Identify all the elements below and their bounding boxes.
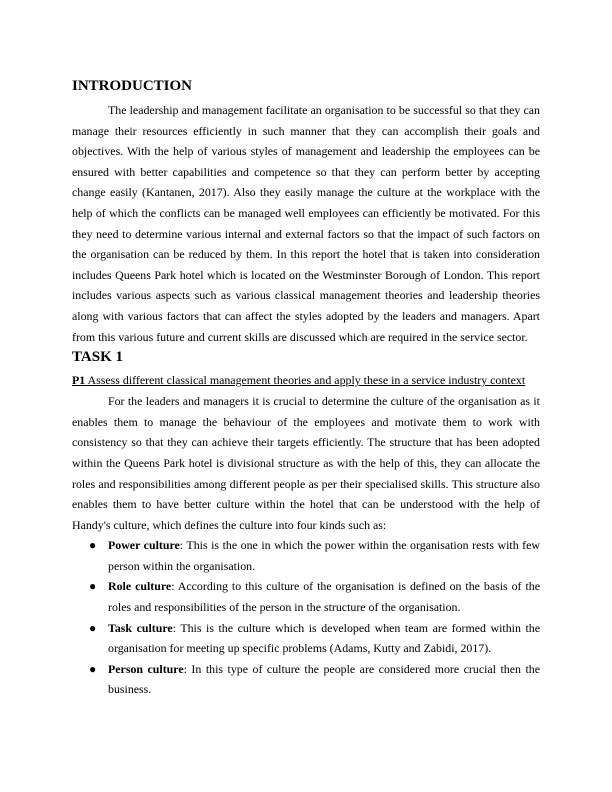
p1-subheading [72, 371, 540, 389]
introduction-heading: INTRODUCTION [72, 78, 193, 94]
bullet-text: : This is the one in which the power within the organisation rests with few person within the organisation. [108, 538, 541, 573]
document-page [72, 76, 540, 700]
list-item [72, 535, 540, 576]
task1-heading: TASK 1 [72, 349, 123, 366]
bullet-text: : According to this culture of the organisation is defined on the basis of the roles and responsibilities of the person in the structure of the organisation. [108, 579, 541, 615]
bullet-term: Role culture [108, 579, 172, 594]
bullet-term: Task culture [108, 620, 173, 635]
bullet-icon: ● [89, 538, 97, 553]
p1-subheading-text: Assess different classical management theories and apply these in a service industry context [85, 373, 526, 388]
p1-label: P1 [72, 373, 86, 388]
bullet-term: Person culture [108, 661, 184, 676]
list-item [72, 618, 540, 659]
bullet-icon: ● [89, 620, 97, 635]
bullet-text: : In this type of culture the people are considered more crucial then the business. [108, 661, 540, 697]
bullet-icon: ● [89, 661, 97, 676]
bullet-text: : This is the culture which is developed when team are formed within the organisation for meeting up specific problems (Adams, Kutty and Zabidi, 2017). [108, 620, 540, 656]
bullet-icon: ● [89, 579, 97, 594]
task1-paragraph: For the leaders and managers it is crucial to determine the culture of the organisation as it enables them to manage the behaviour of the employees and motivate them to work with consistency so that they can achieve their targets efficiently. The structure that has been adopted within the Queens Park hotel is divisional structure as with the help of this, they can allocate the roles and responsibilities among different people as per their specialised skills. This structure also enables them to have better culture within the hotel that can be understood with the help of Handy's culture, which defines the culture into four kinds such as: [72, 394, 540, 532]
list-item [72, 576, 540, 617]
bullet-term: Power culture [108, 538, 180, 553]
introduction-paragraph: The leadership and management facilitate an organisation to be successful so that they can manage their resources efficiently in such manner that they can accomplish their goals and objectives. With the help of various styles of management and leadership the employees can be ensured with better capabilities and competence so that they can perform better by accepting change easily (Kantanen, 2017). Also they easily manage the culture at the workplace with the help of which the conflicts can be managed well employees can efficiently be motivated. For this they need to determine various internal and external factors so that the impact of such factors on the organisation can be reduced by them. In this report the hotel that is taken into consideration includes Queens Park hotel which is located on the Westminster Borough of London. This report includes various aspects such as various classical management theories and leadership theories along with various factors that can affect the styles adopted by the leaders and managers. Apart from this various future and current skills are discussed which are required in the service sector. [72, 103, 540, 344]
culture-bullet-list [72, 535, 540, 700]
list-item [72, 659, 540, 700]
